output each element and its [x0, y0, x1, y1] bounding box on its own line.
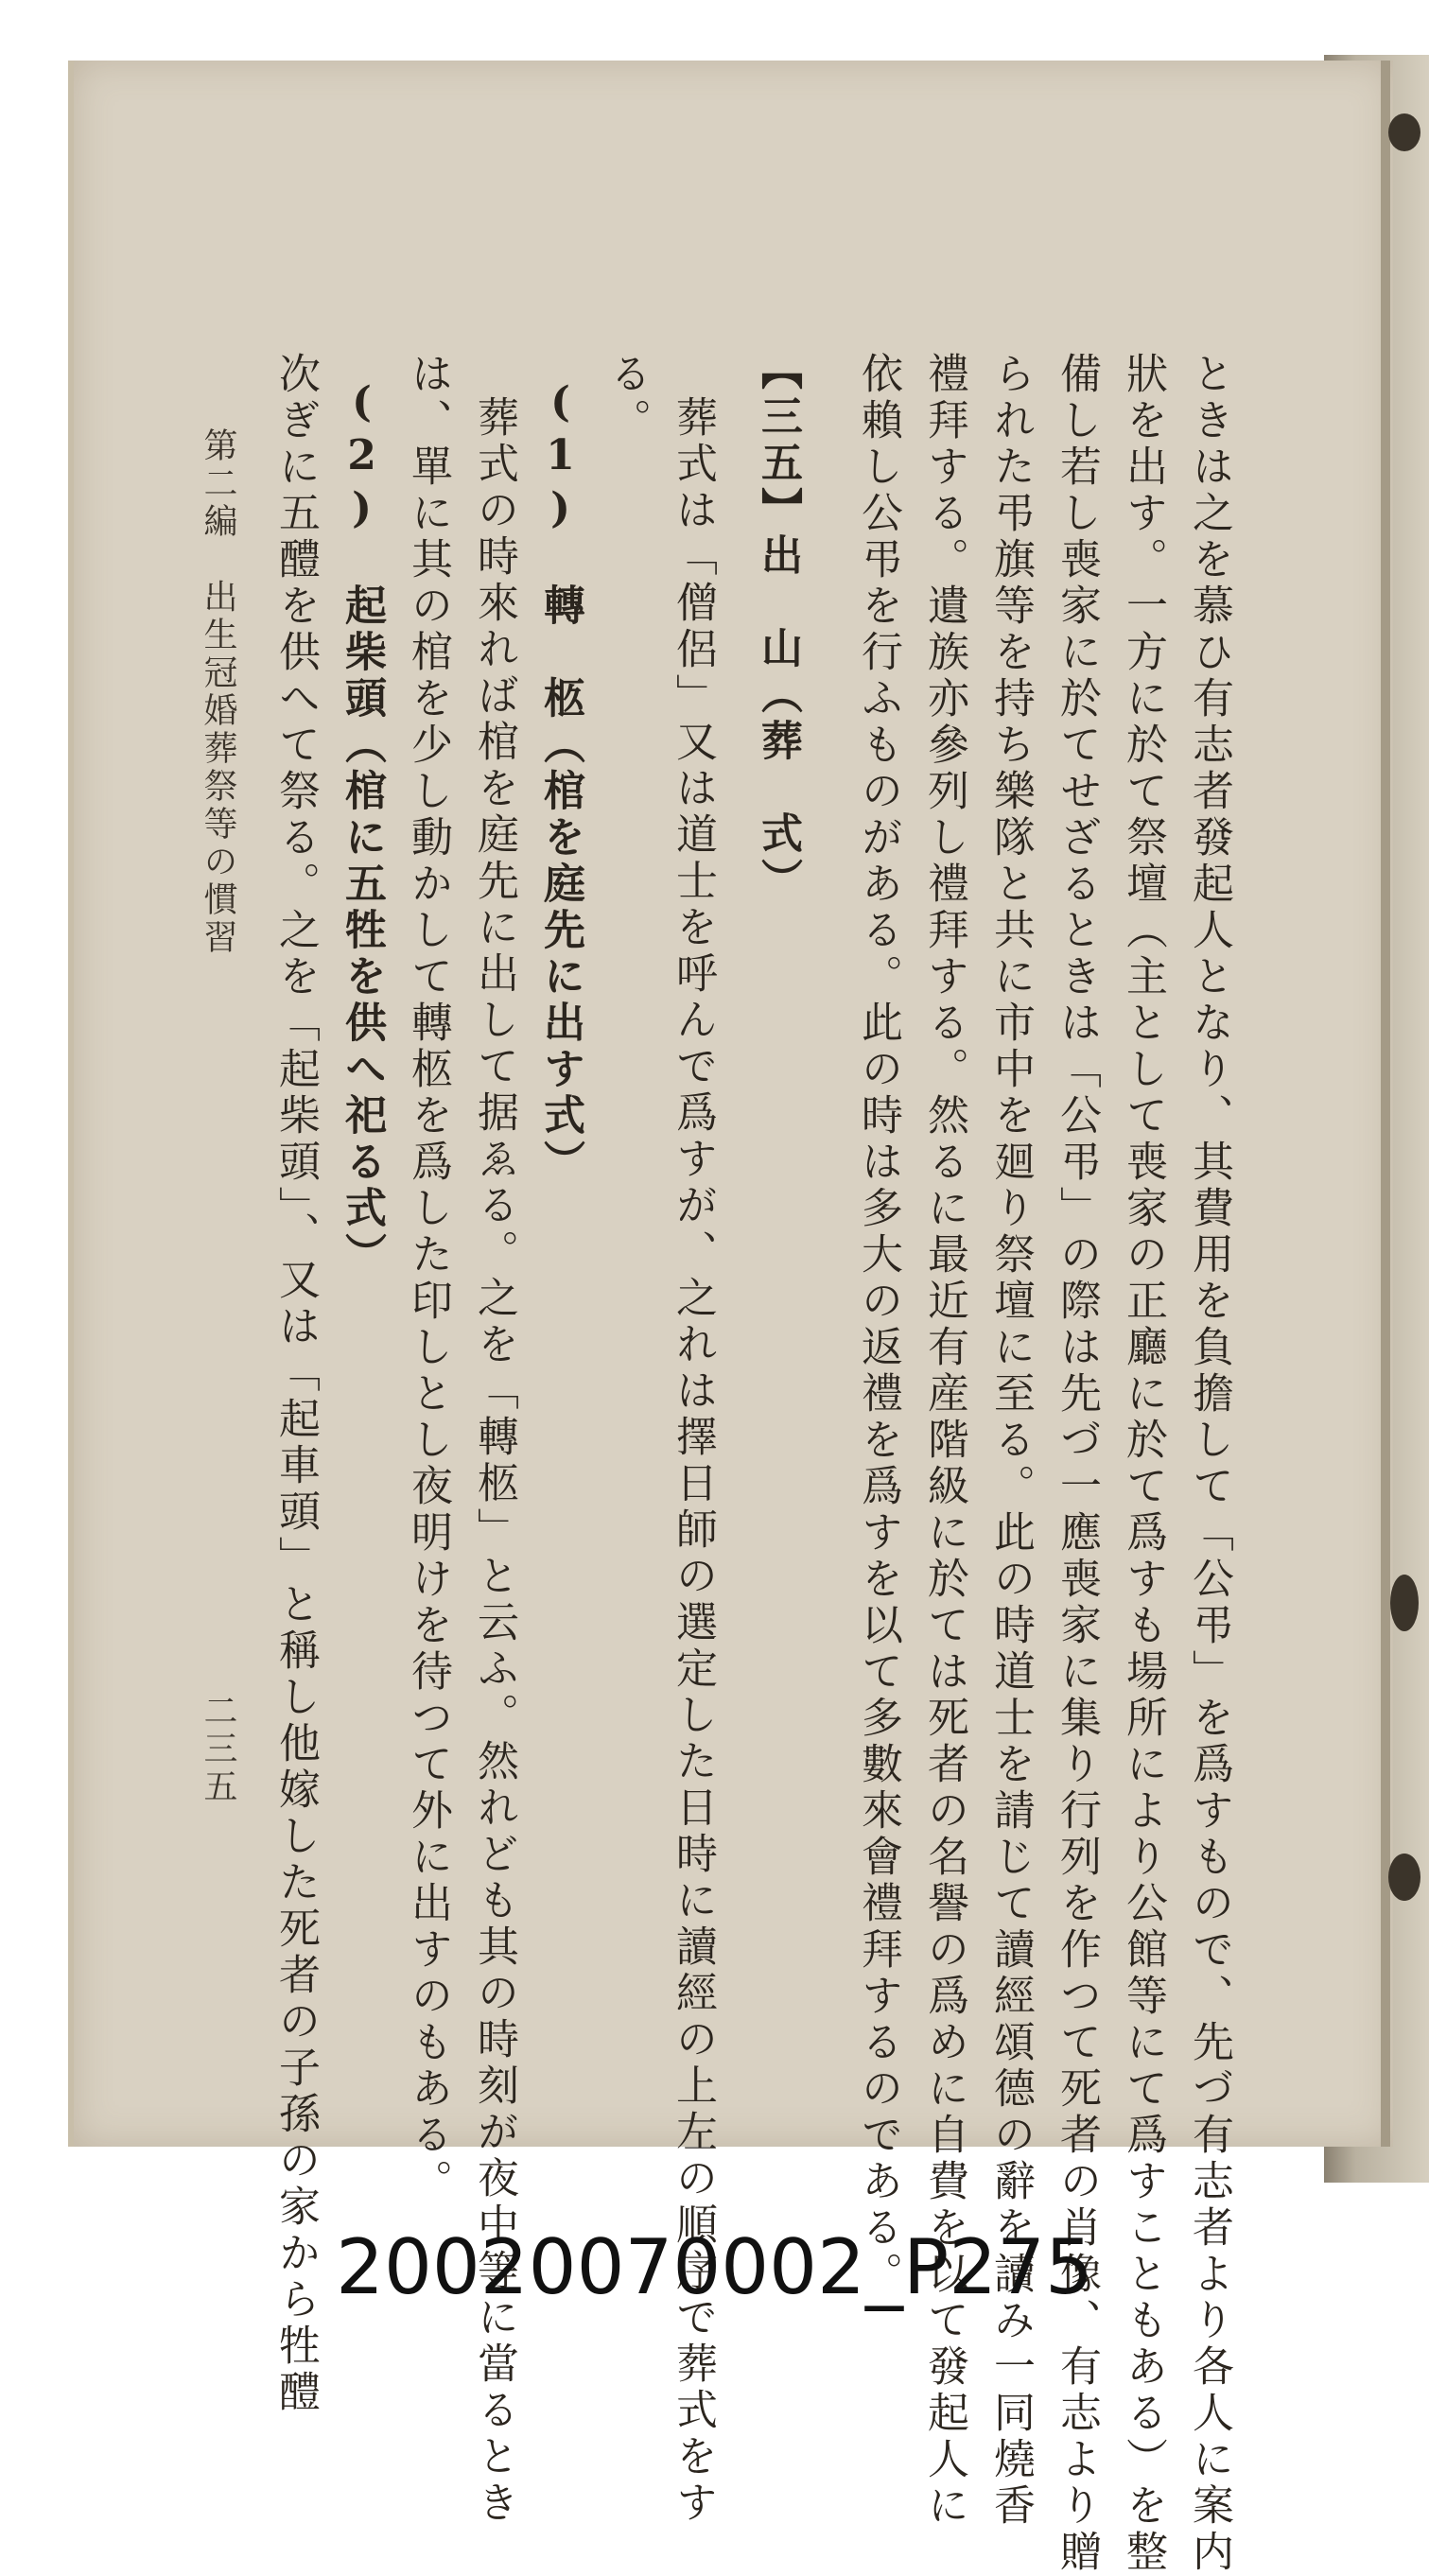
- item-1-heading: (1) 轉 柩（棺を庭先に出す式）: [536, 378, 584, 1186]
- catalog-id: 20020070002_P275: [336, 2223, 1093, 2311]
- body-column-8: る。: [602, 352, 651, 444]
- body-column-5: 禮拜する。遺族亦參列し禮拜する。然るに最近有産階級に於ては死者の名譽の爲めに自費を以て發起人に: [920, 352, 968, 2530]
- chapter-footer: 第二編 出生冠婚葬祭等の慣習: [199, 427, 237, 957]
- body-column-6: 依賴し公弔を行ふものがある。此の時は多大の返禮を爲すを以て多數來會禮拜するのである。: [854, 352, 902, 2298]
- page-edge: [1381, 61, 1390, 2147]
- item-2-heading: (2) 起柴頭（棺に五牲を供へ祀る式）: [338, 378, 386, 1279]
- body-column-1: ときは之を慕ひ有志者發起人となり、其費用を負擔して「公弔」を爲すもので、先づ有志者より各人に案内: [1185, 352, 1233, 2576]
- body-column-11: 次ぎに五醴を供へて祭る。之を「起柴頭」、又は「起車頭」と稱し他嫁した死者の子孫の家から牲醴: [271, 352, 320, 2416]
- ink-spot: [1390, 1575, 1419, 1631]
- body-column-3: 備し若し喪家に於てせざるときは「公弔」の際は先づ一應喪家に集り行列を作つて死者の肖像、有志より贈: [1053, 352, 1101, 2576]
- ink-spot: [1388, 1854, 1420, 1901]
- body-column-9: 葬式の時來れば棺を庭先に出して据ゑる。之を「轉柩」と云ふ。然れども其の時刻が夜中等に當るとき: [470, 395, 518, 2527]
- ink-spot: [1388, 113, 1420, 151]
- section-heading: 【三五】出 山（葬 式）: [754, 348, 802, 904]
- page-number: 二三五: [199, 1693, 237, 1806]
- body-column-2: 狀を出す。一方に於て祭壇（主として喪家の正廳に於て爲すも場所により公館等にて爲すこともある）を整: [1119, 352, 1167, 2576]
- body-column-10: は、單に其の棺を少し動かして轉柩を爲した印しとし夜明けを待つて外に出すのもある。: [404, 352, 452, 2205]
- body-column-4: られた弔旗等を持ち樂隊と共に市中を廻り祭壇に至る。此の時道士を請じて讀經頌德の辭を讀み一同燒香: [986, 352, 1035, 2530]
- body-column-7: 葬式は「僧侶」又は道士を呼んで爲すが、之れは擇日師の選定した日時に讀經の上左の順序で葬式をす: [669, 395, 717, 2527]
